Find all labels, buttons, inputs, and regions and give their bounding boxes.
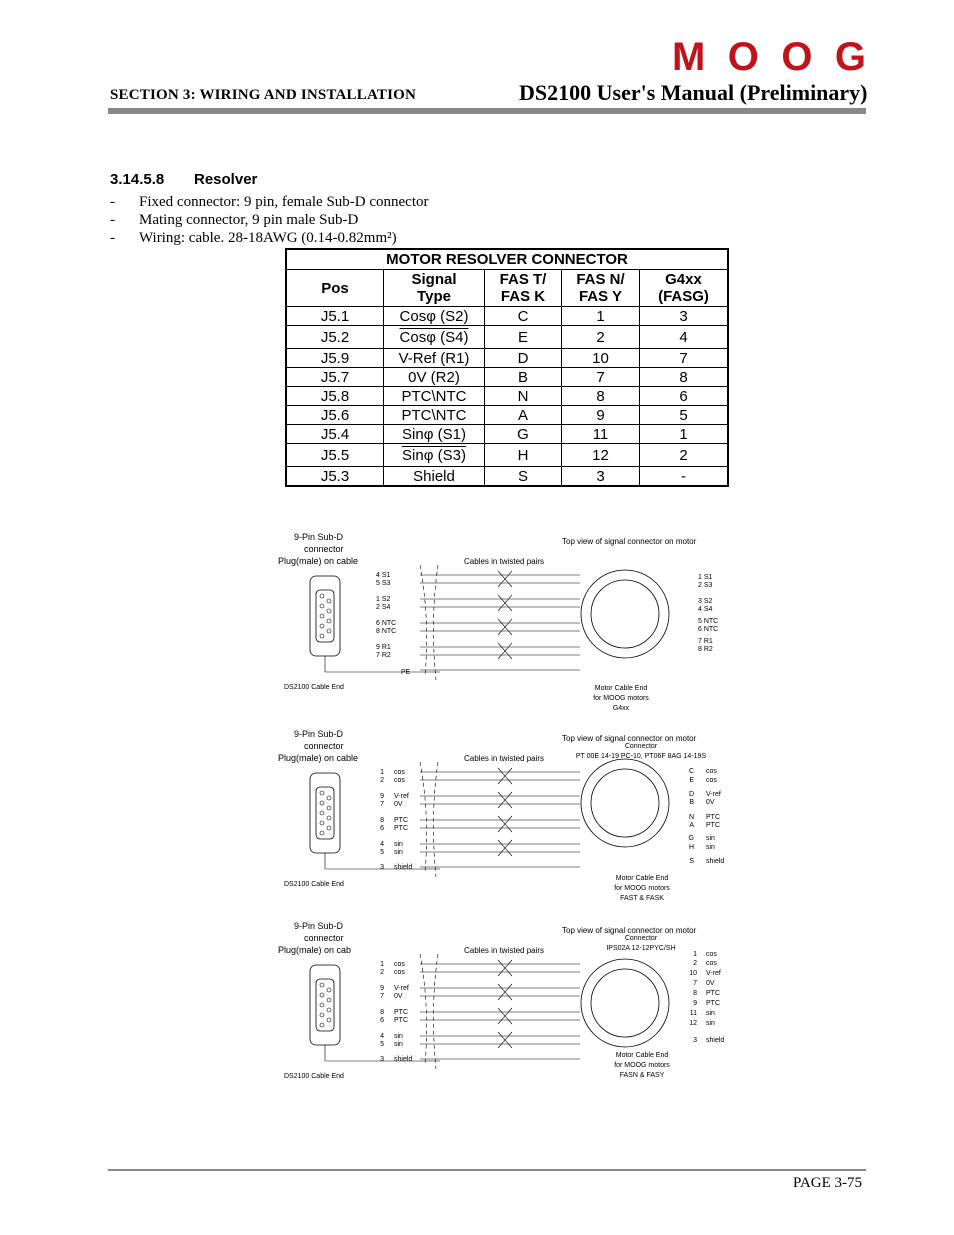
connector-label: Connector xyxy=(624,935,658,942)
right-pin-signal: 0V xyxy=(706,799,715,806)
header-pos: Pos xyxy=(286,270,384,307)
right-pin-label: 6 NTC xyxy=(698,626,719,633)
right-pin-signal: shield xyxy=(706,1037,725,1044)
cables-label: Cables in twisted pairs xyxy=(464,754,545,763)
subd-pin xyxy=(320,993,324,997)
right-pin-number: B xyxy=(689,799,694,806)
header-signal: Signal Type xyxy=(384,270,485,307)
plug-label: Plug(male) on cable xyxy=(278,753,359,763)
left-pin-label: 7 R2 xyxy=(376,652,391,659)
right-pin-number: 8 xyxy=(693,990,697,997)
left-pin-number: 3 xyxy=(380,864,384,871)
table-header-row xyxy=(286,270,728,307)
subd-pin xyxy=(327,609,331,613)
left-pin-number: 9 xyxy=(380,793,384,800)
subd-title: connector xyxy=(304,544,344,554)
motor-connector xyxy=(581,759,669,847)
subd-pin xyxy=(327,998,331,1002)
left-pin-signal: 0V xyxy=(394,993,403,1000)
header-rule xyxy=(108,108,866,114)
topview-label: Top view of signal connector on motor xyxy=(562,926,697,935)
left-pin-number: 8 xyxy=(380,1009,384,1016)
left-pin-signal: shield xyxy=(394,864,413,871)
right-pin-number: A xyxy=(689,822,694,829)
right-pin-label: 3 S2 xyxy=(698,598,713,605)
subd-pin xyxy=(320,614,324,618)
resolver-table xyxy=(285,248,729,487)
right-pin-signal: cos xyxy=(706,951,717,958)
right-pin-number: 11 xyxy=(689,1010,697,1017)
section-title: SECTION 3: WIRING AND INSTALLATION xyxy=(110,87,417,103)
motor-connector-inner xyxy=(591,769,659,837)
right-pin-number: C xyxy=(688,768,694,775)
motor-end-label: Motor Cable End xyxy=(594,685,648,692)
motor-end-label: Motor Cable End xyxy=(615,875,669,882)
right-pin-number: 10 xyxy=(689,970,697,977)
right-pin-signal: PTC xyxy=(706,1000,720,1007)
diagram-1 xyxy=(278,532,718,712)
right-pin-number: E xyxy=(689,777,694,784)
right-pin-signal: sin xyxy=(706,1020,715,1027)
left-pin-signal: sin xyxy=(394,841,403,848)
left-pin-signal: 0V xyxy=(394,801,403,808)
subd-pin xyxy=(320,624,324,628)
subd-pin xyxy=(320,801,324,805)
right-pin-signal: shield xyxy=(706,858,725,865)
right-pin-label: 2 S3 xyxy=(698,582,713,589)
motor-end-label: FAST & FASK xyxy=(620,895,664,902)
subd-pin xyxy=(327,816,331,820)
table-row: J5.4 Sinφ (S1) G 11 1 xyxy=(286,425,728,444)
right-pin-number: N xyxy=(688,814,694,821)
subd-shell xyxy=(316,979,334,1031)
left-pin-label: 2 S4 xyxy=(376,604,391,611)
list-item: - Fixed connector: 9 pin, female Sub-D connector xyxy=(110,194,429,210)
subd-connector xyxy=(310,576,340,656)
left-pin-number: 8 xyxy=(380,817,384,824)
right-pin-number: 1 xyxy=(693,951,697,958)
right-pin-signal: sin xyxy=(706,1010,715,1017)
right-pin-number: H xyxy=(688,844,694,851)
subd-pin xyxy=(327,599,331,603)
left-pin-signal: sin xyxy=(394,849,403,856)
subd-pin xyxy=(320,811,324,815)
right-pin-signal: PTC xyxy=(706,822,720,829)
footer-rule xyxy=(108,1169,866,1171)
left-pin-number: 4 xyxy=(380,1033,384,1040)
topview-label: Top view of signal connector on motor xyxy=(562,734,697,743)
header-fasn: FAS N/ FAS Y xyxy=(562,270,640,307)
left-pin-signal: cos xyxy=(394,969,405,976)
right-pin-number: 3 xyxy=(693,1037,697,1044)
left-pin-signal: PTC xyxy=(394,817,408,824)
subd-connector xyxy=(310,965,340,1045)
subsection-number: 3.14.5.8 xyxy=(110,171,165,188)
right-pin-number: D xyxy=(688,791,694,798)
cable-end-label: DS2100 Cable End xyxy=(284,881,344,888)
subd-pin xyxy=(320,831,324,835)
cables-label: Cables in twisted pairs xyxy=(464,946,545,955)
motor-end-label: for MOOG motors xyxy=(614,1062,670,1069)
right-pin-signal: V-ref xyxy=(706,970,721,977)
left-pin-number: 7 xyxy=(380,993,384,1000)
subd-pin xyxy=(320,604,324,608)
left-pin-number: 2 xyxy=(380,969,384,976)
subd-pin xyxy=(320,1013,324,1017)
right-pin-label: 4 S4 xyxy=(698,606,713,613)
left-pin-signal: PTC xyxy=(394,1009,408,1016)
connector-label: Connector xyxy=(624,743,658,750)
left-pin-signal: sin xyxy=(394,1033,403,1040)
left-pin-label: 1 S2 xyxy=(376,596,391,603)
subsection-title: Resolver xyxy=(194,171,258,188)
table-row: J5.9 V-Ref (R1) D 10 7 xyxy=(286,349,728,368)
subd-shell xyxy=(316,590,334,642)
motor-end-label: for MOOG motors xyxy=(614,885,670,892)
plug-label: Plug(male) on cable xyxy=(278,556,359,566)
left-pin-number: 9 xyxy=(380,985,384,992)
diagram-2 xyxy=(278,729,724,902)
table-row: J5.3 Shield S 3 - xyxy=(286,467,728,487)
table-row: J5.5 Sinφ (S3) H 12 2 xyxy=(286,444,728,467)
subd-pin xyxy=(327,1018,331,1022)
motor-connector-inner xyxy=(591,969,659,1037)
diagram-3 xyxy=(278,921,724,1080)
left-pin-number: 5 xyxy=(380,1041,384,1048)
pe-label: PE xyxy=(401,669,411,676)
left-pin-label: 8 NTC xyxy=(376,628,397,635)
left-pin-signal: V-ref xyxy=(394,985,409,992)
cables-label: Cables in twisted pairs xyxy=(464,557,545,566)
left-pin-number: 1 xyxy=(380,769,384,776)
right-pin-signal: cos xyxy=(706,960,717,967)
left-pin-number: 3 xyxy=(380,1056,384,1063)
subd-connector xyxy=(310,773,340,853)
subd-pin xyxy=(320,821,324,825)
left-pin-label: 5 S3 xyxy=(376,580,391,587)
left-pin-signal: cos xyxy=(394,961,405,968)
motor-connector xyxy=(581,570,669,658)
header-g4xx: G4xx (FASG) xyxy=(640,270,729,307)
right-pin-label: 5 NTC xyxy=(698,618,719,625)
shield-boundary xyxy=(420,762,438,877)
right-pin-label: 1 S1 xyxy=(698,574,713,581)
subd-title: connector xyxy=(304,933,344,943)
subd-pin xyxy=(327,988,331,992)
right-pin-number: 2 xyxy=(693,960,697,967)
left-pin-signal: PTC xyxy=(394,825,408,832)
subd-pin xyxy=(327,629,331,633)
right-pin-signal: PTC xyxy=(706,990,720,997)
left-pin-signal: cos xyxy=(394,769,405,776)
table-row: J5.6 PTC\NTC A 9 5 xyxy=(286,406,728,425)
subd-pin xyxy=(327,826,331,830)
document-title: DS2100 User's Manual (Preliminary) xyxy=(519,80,868,105)
left-pin-number: 1 xyxy=(380,961,384,968)
shield-boundary xyxy=(420,565,438,680)
table-row: J5.1 Cosφ (S2) C 1 3 xyxy=(286,307,728,326)
right-pin-signal: 0V xyxy=(706,980,715,987)
left-pin-number: 5 xyxy=(380,849,384,856)
topview-label: Top view of signal connector on motor xyxy=(562,537,697,546)
subd-title: 9-Pin Sub-D xyxy=(294,532,344,542)
subd-title: 9-Pin Sub-D xyxy=(294,921,344,931)
plug-label: Plug(male) on cab xyxy=(278,945,352,955)
shield-boundary xyxy=(420,954,438,1069)
left-pin-signal: sin xyxy=(394,1041,403,1048)
right-pin-signal: cos xyxy=(706,768,717,775)
right-pin-signal: cos xyxy=(706,777,717,784)
table-row: J5.2 Cosφ (S4) E 2 4 xyxy=(286,326,728,349)
cable-end-label: DS2100 Cable End xyxy=(284,1073,344,1080)
right-pin-signal: PTC xyxy=(706,814,720,821)
right-pin-label: 7 R1 xyxy=(698,638,713,645)
subd-pin xyxy=(327,619,331,623)
left-pin-label: 6 NTC xyxy=(376,620,397,627)
motor-end-label: FASN & FASY xyxy=(619,1072,665,1079)
right-pin-number: 7 xyxy=(693,980,697,987)
left-pin-signal: V-ref xyxy=(394,793,409,800)
subd-pin xyxy=(327,806,331,810)
right-pin-number: S xyxy=(689,858,694,865)
right-pin-number: 9 xyxy=(693,1000,697,1007)
motor-end-label: Motor Cable End xyxy=(615,1052,669,1059)
left-pin-number: 2 xyxy=(380,777,384,784)
left-pin-number: 7 xyxy=(380,801,384,808)
header-fast: FAS T/ FAS K xyxy=(485,270,562,307)
right-pin-signal: sin xyxy=(706,835,715,842)
moog-logo xyxy=(672,40,868,72)
table-row: J5.8 PTC\NTC N 8 6 xyxy=(286,387,728,406)
wiring-diagrams xyxy=(270,520,740,1100)
motor-end-label: G4xx xyxy=(612,705,630,712)
right-pin-label: 8 R2 xyxy=(698,646,713,653)
subd-pin xyxy=(320,594,324,598)
left-pin-number: 6 xyxy=(380,825,384,832)
subd-pin xyxy=(327,1008,331,1012)
list-item: - Wiring: cable. 28-18AWG (0.14-0.82mm²) xyxy=(110,230,397,246)
table-title: MOTOR RESOLVER CONNECTOR xyxy=(286,249,728,270)
right-pin-number: G xyxy=(688,835,694,842)
left-pin-signal: cos xyxy=(394,777,405,784)
subd-pin xyxy=(320,791,324,795)
subd-title: 9-Pin Sub-D xyxy=(294,729,344,739)
subd-pin xyxy=(320,1023,324,1027)
motor-connector-inner xyxy=(591,580,659,648)
left-pin-signal: PTC xyxy=(394,1017,408,1024)
motor-connector xyxy=(581,959,669,1047)
left-pin-number: 4 xyxy=(380,841,384,848)
subd-pin xyxy=(320,983,324,987)
page-number: PAGE 3-75 xyxy=(793,1175,863,1191)
subsection-heading xyxy=(110,171,257,188)
cable-end-label: DS2100 Cable End xyxy=(284,684,344,691)
list-item: - Mating connector, 9 pin male Sub-D xyxy=(110,212,359,228)
right-pin-signal: sin xyxy=(706,844,715,851)
connector-label: IPS02A 12-12PYC/SH xyxy=(606,945,676,952)
table-row: J5.7 0V (R2) B 7 8 xyxy=(286,368,728,387)
logo-text: MOOG xyxy=(672,40,868,72)
left-pin-signal: shield xyxy=(394,1056,413,1063)
motor-end-label: for MOOG motors xyxy=(593,695,649,702)
left-pin-label: 4 S1 xyxy=(376,572,391,579)
subd-pin xyxy=(320,1003,324,1007)
connector-label: PT 00E 14-19 PC-10, PT06F 8AG 14-19S xyxy=(575,753,707,760)
subd-pin xyxy=(320,634,324,638)
subd-shell xyxy=(316,787,334,839)
subd-title: connector xyxy=(304,741,344,751)
left-pin-number: 6 xyxy=(380,1017,384,1024)
subd-pin xyxy=(327,796,331,800)
right-pin-signal: V-ref xyxy=(706,791,721,798)
bullet-list xyxy=(110,193,429,247)
left-pin-label: 9 R1 xyxy=(376,644,391,651)
right-pin-number: 12 xyxy=(689,1020,697,1027)
